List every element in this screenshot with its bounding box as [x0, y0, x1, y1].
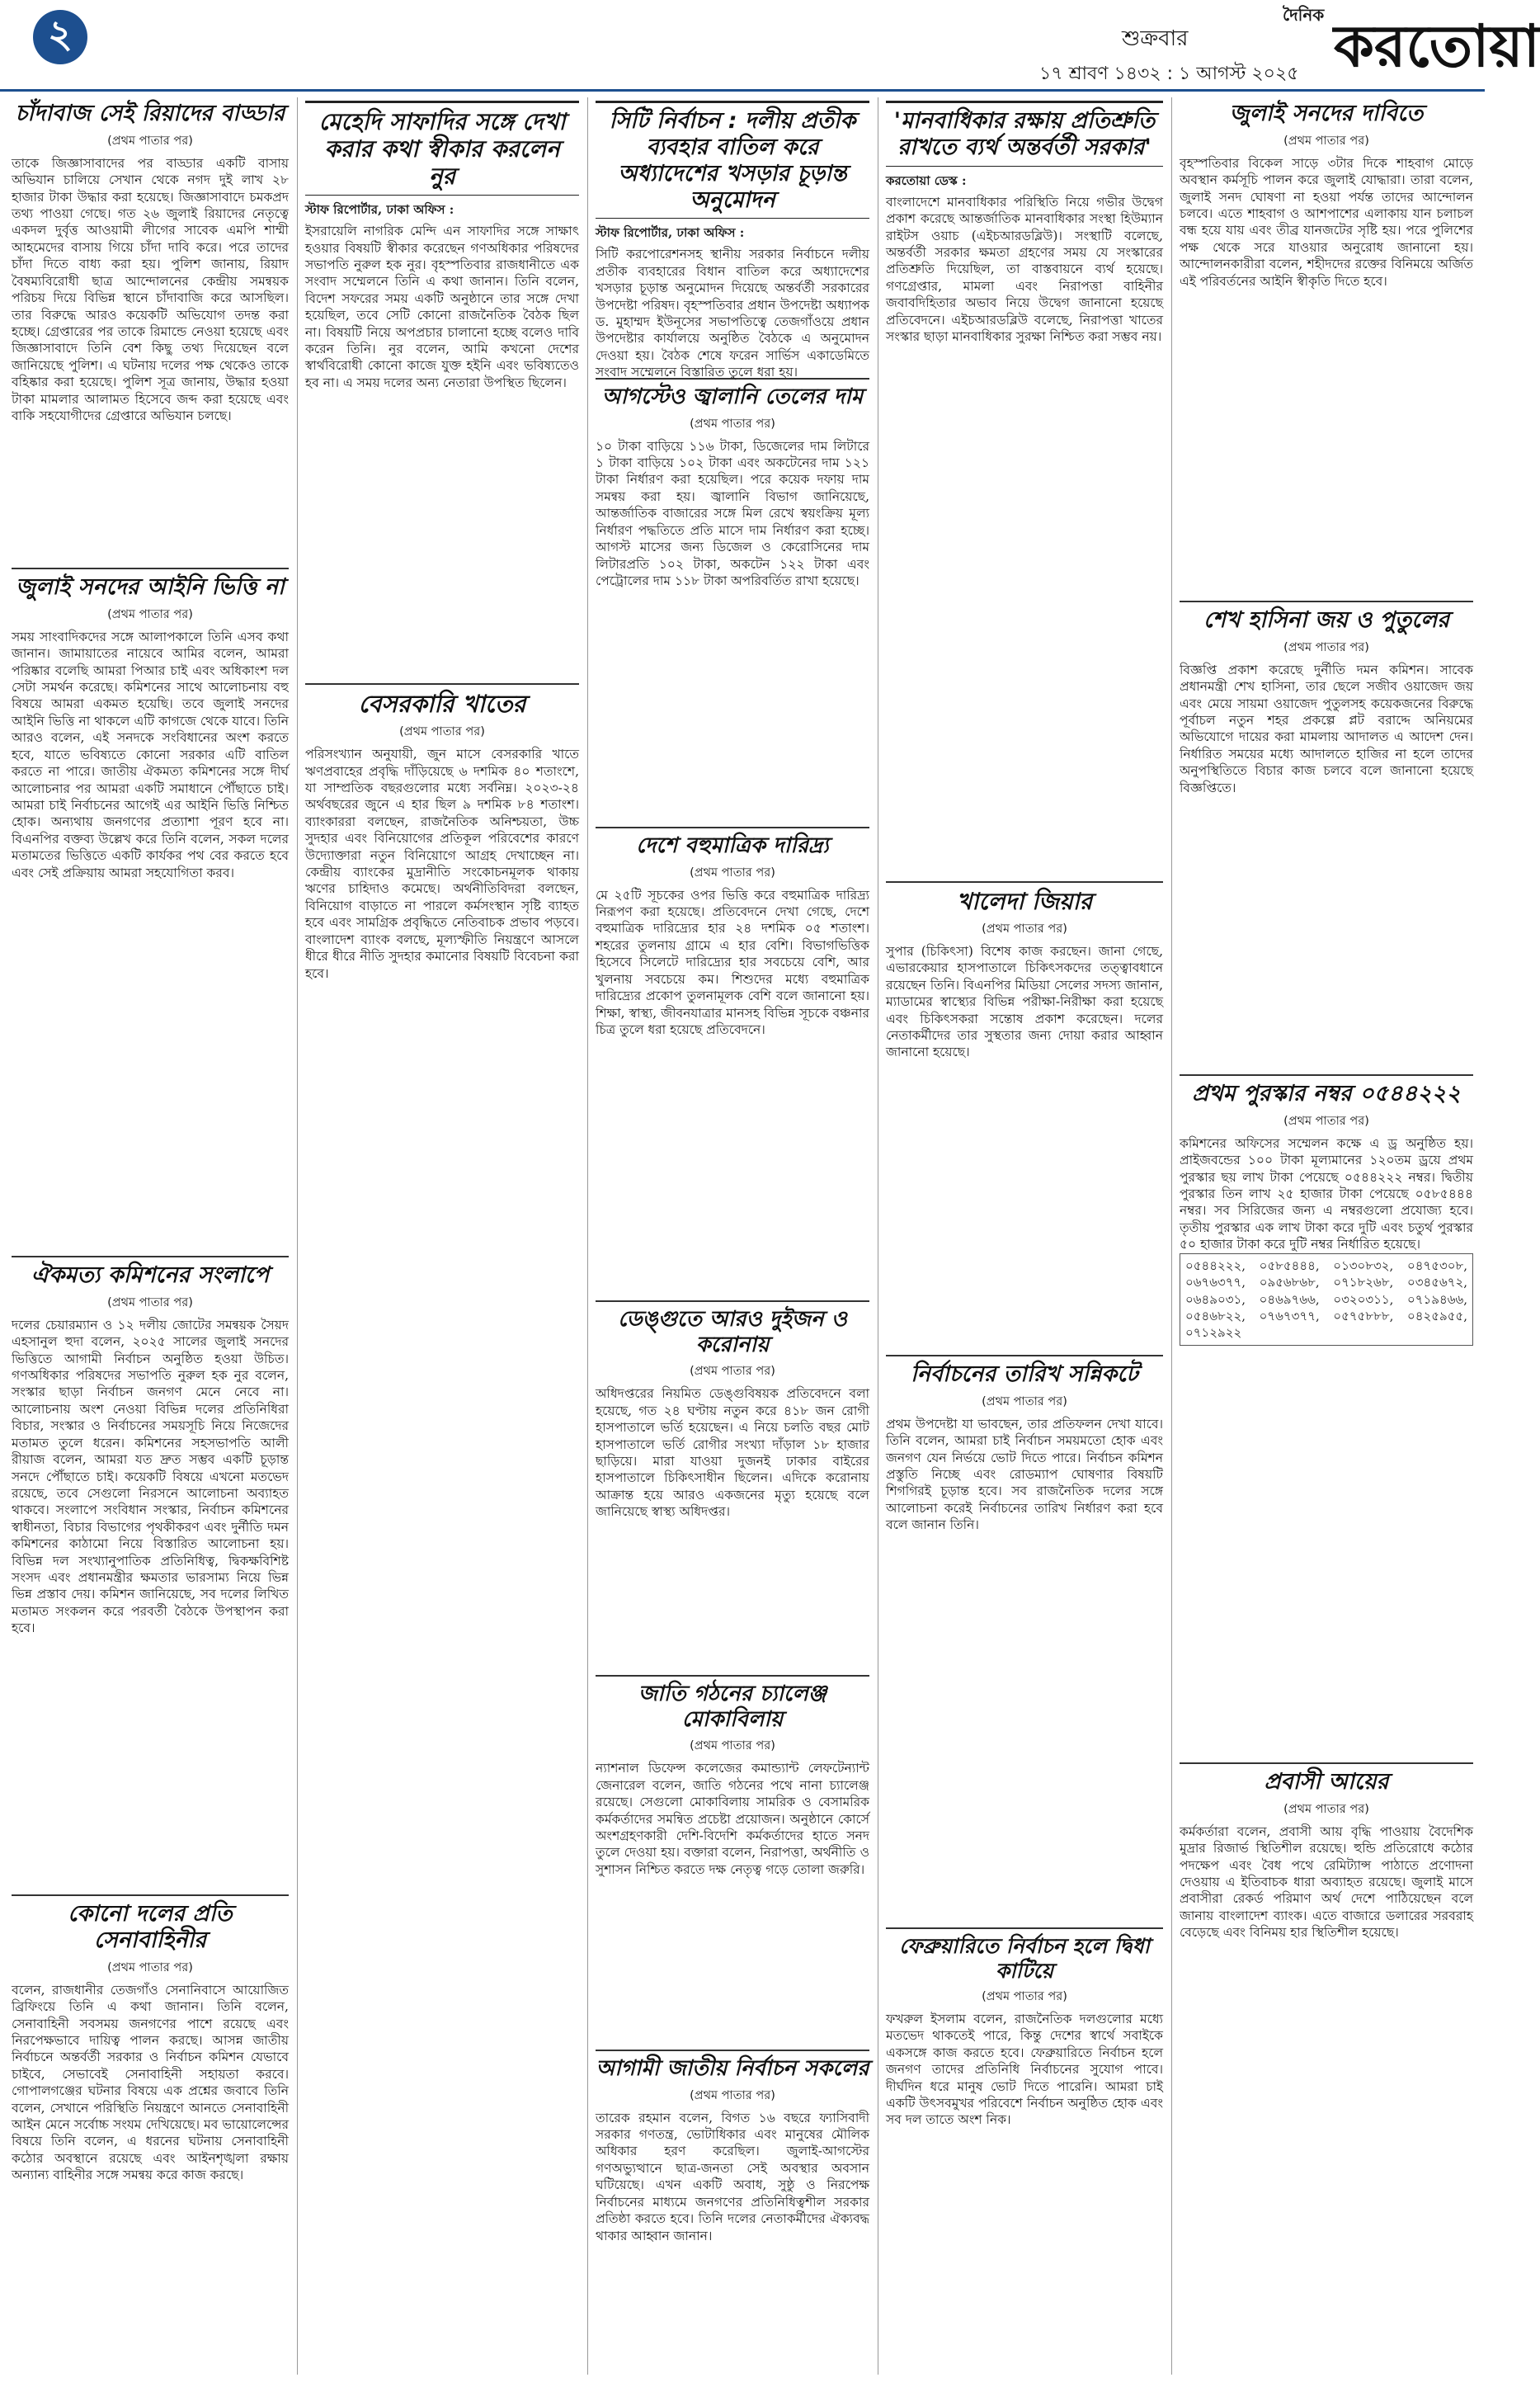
- continued-label: (প্রথম পাতার পর): [982, 1394, 1067, 1408]
- article: [12, 1901, 289, 2363]
- article: [596, 2056, 869, 2386]
- article-body: সুপার (চিকিৎসা) বিশেষ কাজ করছেন। জানা গেছে, এভারকেয়ার হাসপাতালে চিকিৎসকদের তত্ত্বাবধানে রয়েছেন তিনি। বিএনপির মিডিয়া সেলের সদস্য জানান, ম্যাডামের স্বাস্থ্যের বিভিন্ন পরীক্ষা-নিরীক্ষা করা হয়েছে এবং চিকিৎসকরা সন্তোষ প্রকাশ করেছেন। দলের নেতাকর্মীদের তার সুস্থতার জন্য দোয়া করার আহ্বান জানানো হয়েছে।: [886, 944, 1163, 1060]
- article-body: বৃহস্পতিবার বিকেল সাড়ে ৩টার দিকে শাহবাগ মোড়ে অবস্থান কর্মসূচি পালন করে জুলাই যোদ্ধারা। তারা বলেন, জুলাই সনদ ঘোষণা না হওয়া পর্যন্ত তাদের আন্দোলন চলবে। এতে শাহবাগ ও আশপাশের এলাকায় যান চলাচল বন্ধ হয়ে যায় এবং তীব্র যানজটের সৃষ্টি হয়। পরে পুলিশের পক্ষ থেকে সরে যাওয়ার অনুরোধ জানানো হয়। আন্দোলনকারীরা বলেন, শহীদদের রক্তের বিনিময়ে অর্জিত এই পরিবর্তনের আইনি স্বীকৃতি দিতে হবে।: [1180, 155, 1473, 289]
- continued-label: (প্রথম পাতার পর): [1283, 134, 1369, 148]
- headline: প্রথম পুরস্কার নম্বর ০৫৪৪২২২: [1192, 1081, 1461, 1106]
- continued-label: (প্রথম পাতার পর): [399, 725, 485, 739]
- article-body: বিজ্ঞপ্তি প্রকাশ করেছে দুর্নীতি দমন কমিশন। সাবেক প্রধানমন্ত্রী শেখ হাসিনা, তার ছেলে সজীব ওয়াজেদ জয় এবং মেয়ে সায়মা ওয়াজেদ পুতুলসহ কয়েকজনের বিরুদ্ধে পূর্বাচল নতুন শহর প্রকল্পে প্লট বরাদ্দে অনিয়মের অভিযোগে দায়ের করা মামলায় আদালত এ আদেশ দেন। নির্ধারিত সময়ের মধ্যে আদালতে হাজির না হলে তাদের অনুপস্থিতিতে বিচার কাজ চলবে বলে জানানো হয়েছে বিজ্ঞপ্তিতে।: [1180, 662, 1473, 795]
- column-1: [12, 97, 289, 2375]
- column-rule: [297, 97, 298, 2375]
- headline: দেশে বহুমাত্রিক দারিদ্র্য: [636, 833, 829, 858]
- section-divider: [12, 1256, 289, 1257]
- article-body: অধিদপ্তরের নিয়মিত ডেঙ্গুবিষয়ক প্রতিবেদনে বলা হয়েছে, গত ২৪ ঘণ্টায় নতুন করে ৪১৮ জন রোগী হাসপাতালে ভর্তি হয়েছেন। এ নিয়ে চলতি বছর মোট হাসপাতালে ভর্তি রোগীর সংখ্যা দাঁড়াল ১৮ হাজার ছাড়িয়ে। মারা যাওয়া দুজনই ঢাকার বাইরের হাসপাতালে চিকিৎসাধীন ছিলেন। এদিকে করোনায় আক্রান্ত হয়ে আরও একজনের মৃত্যু হয়েছে বলে জানিয়েছে স্বাস্থ্য অধিদপ্তর।: [596, 1386, 869, 1520]
- article: [1180, 1081, 1473, 1757]
- article: [1180, 607, 1473, 1069]
- article-body: কমিশনের অফিসের সম্মেলন কক্ষে এ ড্র অনুষ্ঠিত হয়। প্রাইজবন্ডের ১০০ টাকা মূল্যমানের ১২০তম ড্রয়ে প্রথম পুরস্কার ছয় লাখ টাকা পেয়েছে ০৫৪৪২২২ নম্বর। দ্বিতীয় পুরস্কার তিন লাখ ২৫ হাজার টাকা পেয়েছে ০৫৮৫৪৪৪ নম্বর। সব সিরিজের জন্য এ নম্বরগুলো প্রযোজ্য হবে। তৃতীয় পুরস্কার এক লাখ টাকা করে দুটি এবং চতুর্থ পুরস্কার ৫০ হাজার টাকা করে দুটি নম্বর নির্ধারিত হয়েছে।: [1180, 1135, 1473, 1252]
- continued-label: (প্রথম পাতার পর): [107, 607, 193, 621]
- article-body: সিটি করপোরেশনসহ স্থানীয় সরকার নির্বাচনে দলীয় প্রতীক ব্যবহারের বিধান বাতিল করে অধ্যাদেশের খসড়ার চূড়ান্ত অনুমোদন দিয়েছে অন্তর্বর্তী সরকারের উপদেষ্টা পরিষদ। বৃহস্পতিবার প্রধান উপদেষ্টা অধ্যাপক ড. মুহাম্মদ ইউনূসের সভাপতিত্বে তেজগাঁওয়ে প্রধান উপদেষ্টার কার্যালয়ে অনুষ্ঠিত বৈঠকে এ অনুমোদন দেওয়া হয়। বৈঠক শেষে ফরেন সার্ভিস একাডেমিতে সংবাদ সম্মেলনে বিস্তারিত তুলে ধরা হয়।: [596, 247, 869, 380]
- article-body: মে ২৫টি সূচকের ওপর ভিত্তি করে বহুমাত্রিক দারিদ্র্য নিরূপণ করা হয়েছে। প্রতিবেদনে দেখা গেছে, দেশে বহুমাত্রিক দারিদ্র্যের হার ২৪ দশমিক ০৫ শতাংশ। শহরের তুলনায় গ্রামে এ হার বেশি। বিভাগভিত্তিক হিসেবে সিলেটে দারিদ্র্যের হার সবচেয়ে বেশি, আর খুলনায় সবচেয়ে কম। শিশুদের মধ্যে বহুমাত্রিক দারিদ্র্যের প্রকোপ তুলনামূলক বেশি বলে জানানো হয়। শিক্ষা, স্বাস্থ্য, জীবনযাত্রার মানসহ বিভিন্ন সূচকে বঞ্চনার চিত্র তুলে ধরা হয়েছে প্রতিবেদনে।: [596, 887, 869, 1037]
- headline: খালেদা জিয়ার: [956, 888, 1093, 915]
- article-body: ১০ টাকা বাড়িয়ে ১১৬ টাকা, ডিজেলের দাম লিটারে ১ টাকা বাড়িয়ে ১০২ টাকা এবং অকটেনের দাম ১২১ টাকা নির্ধারণ করা হয়েছিল। পরে কয়েক দফায় দাম সমন্বয় করা হয়। জ্বালানি বিভাগ জানিয়েছে, আন্তর্জাতিক বাজারের সঙ্গে মিল রেখে স্বয়ংক্রিয় মূল্য নির্ধারণ পদ্ধতিতে প্রতি মাসে দাম নির্ধারণ করা হচ্ছে। আগস্ট মাসের জন্য ডিজেল ও কেরোসিনের দাম লিটারপ্রতি ১০২ টাকা, অকটেন ১২২ টাকা এবং পেট্রোলের দাম ১১৮ টাকা অপরিবর্তিত রাখা হয়েছে।: [596, 438, 869, 588]
- headline: ডেঙ্গুতে আরও দুইজন ও করোনায়: [618, 1307, 847, 1357]
- column-3: [596, 97, 869, 2375]
- continued-label: (প্রথম পাতার পর): [982, 1990, 1067, 2003]
- masthead-small: দৈনিক: [1283, 5, 1325, 25]
- page-number: ২: [48, 12, 73, 56]
- article: [12, 101, 289, 563]
- section-divider: [596, 1300, 869, 1302]
- section-divider: [596, 1675, 869, 1677]
- headline: আগামী জাতীয় নির্বাচন সকলের: [596, 2056, 869, 2081]
- article-body: ফখরুল ইসলাম বলেন, রাজনৈতিক দলগুলোর মধ্যে মতভেদ থাকতেই পারে, কিন্তু দেশের স্বার্থে সবাইকে একসঙ্গে কাজ করতে হবে। ফেব্রুয়ারিতে নির্বাচন হলে জনগণ তাদের প্রতিনিধি নির্বাচনের সুযোগ পাবে। দীর্ঘদিন ধরে মানুষ ভোট দিতে পারেনি। আমরা চাই একটি উৎসবমুখর পরিবেশে নির্বাচন অনুষ্ঠিত হোক এবং সব দল তাতে অংশ নিক।: [886, 2012, 1163, 2128]
- continued-label: (প্রথম পাতার পর): [107, 1295, 193, 1309]
- prize-number-list: ০৫৪৪২২২, ০৫৮৫৪৪৪, ০১৩০৮৩২, ০৪৭৫৩০৮, ০৬৭৬৩৭৭, ০৯৫৬৮৬৮, ০৭১৮২৬৮, ০৩৪৫৬৭২, ০৬৪৯০৩১, ০৪৬৯৭৬৬, ০৩২০৩১১, ০৭১৯৪৬৬, ০৫৪৬৮২২, ০৭৬৭৩৭৭, ০৫৭৫৮৮৮, ০৪২৫৯৫৫, ০৭১২৯২২: [1185, 1257, 1467, 1341]
- headline: কোনো দলের প্রতি সেনাবাহিনীর: [68, 1901, 233, 1953]
- article-body: পরিসংখ্যান অনুযায়ী, জুন মাসে বেসরকারি খাতে ঋণপ্রবাহের প্রবৃদ্ধি দাঁড়িয়েছে ৬ দশমিক ৪০ শতাংশে, যা সাম্প্রতিক বছরগুলোর মধ্যে সর্বনিম্ন। ২০২৩-২৪ অর্থবছরের জুনে এ হার ছিল ৯ দশমিক ৮৪ শতাংশ। ব্যাংকাররা বলছেন, রাজনৈতিক অনিশ্চয়তা, উচ্চ সুদহার এবং বিনিয়োগের প্রতিকূল পরিবেশের কারণে উদ্যোক্তারা নতুন বিনিয়োগে আগ্রহ দেখাচ্ছেন না। কেন্দ্রীয় ব্যাংকের মুদ্রানীতি সংকোচনমূলক থাকায় ঋণের চাহিদাও কমেছে। অর্থনীতিবিদরা বলছেন, বিনিয়োগ বাড়াতে না পারলে কর্মসংস্থান সৃষ্টি ব্যাহত হবে এবং সামগ্রিক প্রবৃদ্ধিতে নেতিবাচক প্রভাব পড়বে। বাংলাদেশ ব্যাংক বলছে, মূল্যস্ফীতি নিয়ন্ত্রণে আসলে ধীরে ধীরে নীতি সুদহার কমানোর বিষয়টি বিবেচনা করা হবে।: [305, 747, 579, 981]
- article-body: সময় সাংবাদিকদের সঙ্গে আলাপকালে তিনি এসব কথা জানান। জামায়াতের নায়েবে আমির বলেন, আমরা পরিষ্কার বলেছি আমরা পিআর চাই এবং অধিকাংশ দল সেটা সমর্থন করেছে। কমিশনের সাথে আলোচনায় বহু বিষয়ে আমরা একমত হয়েছি। তবে জুলাই সনদের আইনি ভিত্তি না থাকলে এটি কাগজে থেকে যাবে। তিনি আরও বলেন, এই সনদকে সংবিধানের অংশ করতে হবে, যাতে ভবিষ্যতে কোনো সরকার এটি বাতিল করতে না পারে। জাতীয় ঐকমত্য কমিশনের সঙ্গে দীর্ঘ আলোচনার পর আমরা একটি সমাধানে পৌঁছাতে চাই। আমরা চাই নির্বাচনের আগেই এর আইনি ভিত্তি নিশ্চিত হোক। অন্যথায় জনগণের প্রত্যাশা পূরণ হবে না। বিএনপির বক্তব্য উল্লেখ করে তিনি বলেন, সকল দলের মতামতের ভিত্তিতে একটি কার্যকর পথ বের করতে হবে এবং সেই প্রক্রিয়ায় আমরা সহযোগিতা করব।: [12, 629, 289, 880]
- continued-label: (প্রথম পাতার পর): [1283, 640, 1369, 654]
- prize-numbers-box: [1180, 1253, 1473, 1346]
- article: [596, 833, 869, 1295]
- headline: ফেব্রুয়ারিতে নির্বাচন হলে দ্বিধা কাটিয়ে: [899, 1934, 1150, 1983]
- continued-label: (প্রথম পাতার পর): [1283, 1114, 1369, 1128]
- article: [12, 574, 289, 1251]
- article: [596, 384, 869, 822]
- column-2: [305, 97, 579, 2375]
- headline: সিটি নির্বাচন : দলীয় প্রতীক ব্যবহার বাতিল করে অধ্যাদেশের খসড়ার চূড়ান্ত অনুমোদন: [596, 101, 869, 219]
- column-4: [886, 97, 1163, 2375]
- section-divider: [886, 881, 1163, 883]
- section-divider: [886, 1355, 1163, 1356]
- date-line: ১৭ শ্রাবণ ১৪৩২ : ১ আগস্ট ২০২৫: [1039, 64, 1299, 84]
- byline: করতোয়া ডেস্ক :: [886, 172, 967, 188]
- header-divider: [0, 89, 1485, 92]
- article-body: কর্মকর্তারা বলেন, প্রবাসী আয় বৃদ্ধি পাওয়ায় বৈদেশিক মুদ্রার রিজার্ভ স্থিতিশীল রয়েছে। হুন্ডি প্রতিরোধে কঠোর পদক্ষেপ এবং বৈধ পথে রেমিট্যান্স পাঠাতে প্রণোদনা দেওয়ায় এ ইতিবাচক ধারা অব্যাহত রয়েছে। জুলাই মাসে প্রবাসীরা রেকর্ড পরিমাণ অর্থ দেশে পাঠিয়েছেন বলে জানায় বাংলাদেশ ব্যাংক। এতে বাজারে ডলারের সরবরাহ বেড়েছে এবং বিনিময় হার স্থিতিশীল হয়েছে।: [1180, 1823, 1473, 1941]
- section-divider: [596, 827, 869, 828]
- byline: স্টাফ রিপোর্টার, ঢাকা অফিস :: [596, 225, 745, 241]
- article: [596, 101, 869, 380]
- article: [1180, 1769, 1473, 2380]
- article-body: ন্যাশনাল ডিফেন্স কলেজের কমান্ড্যান্ট লেফটেন্যান্ট জেনারেল বলেন, জাতি গঠনের পথে নানা চ্যালেঞ্জ রয়েছে। সেগুলো মোকাবিলায় সামরিক ও বেসামরিক কর্মকর্তাদের সমন্বিত প্রচেষ্টা প্রয়োজন। অনুষ্ঠানে কোর্সে অংশগ্রহণকারী দেশি-বিদেশি কর্মকর্তাদের হাতে সনদ তুলে দেওয়া হয়। বক্তারা বলেন, নিরাপত্তা, অর্থনীতি ও সুশাসন নিশ্চিত করতে দক্ষ নেতৃত্ব গড়ে তোলা জরুরি।: [596, 1761, 869, 1877]
- article: [305, 690, 579, 2365]
- article: [596, 1682, 869, 2045]
- section-divider: [305, 683, 579, 685]
- headline: জুলাই সনদের আইনি ভিত্তি না: [16, 574, 285, 600]
- headline: বেসরকারি খাতের: [358, 690, 526, 718]
- column-rule: [1171, 97, 1172, 2375]
- masthead-name: করতোয়া: [1334, 12, 1540, 80]
- headline: 'মানবাধিকার রক্ষায় প্রতিশ্রুতি রাখতে ব্যর্থ অন্তর্বর্তী সরকার': [886, 101, 1163, 167]
- article-body: বাংলাদেশে মানবাধিকার পরিস্থিতি নিয়ে গভীর উদ্বেগ প্রকাশ করেছে আন্তর্জাতিক মানবাধিকার সংস্থা হিউম্যান রাইটস ওয়াচ (এইচআরডব্লিউ)। সংস্থাটি বলেছে, অন্তর্বর্তী সরকার ক্ষমতা গ্রহণের সময় যে সংস্কারের প্রতিশ্রুতি দিয়েছিল, তা বাস্তবায়নে ব্যর্থ হয়েছে। গণগ্রেপ্তার, মামলা এবং নিরাপত্তা বাহিনীর জবাবদিহিতার অভাব নিয়ে উদ্বেগ জানানো হয়েছে প্রতিবেদনে। এইচআরডব্লিউ বলেছে, নিরাপত্তা খাতের সংস্কার ছাড়া মানবাধিকার সুরক্ষা নিশ্চিত করা সম্ভব নয়।: [886, 194, 1163, 344]
- headline: ঐকমত্য কমিশনের সংলাপে: [31, 1262, 270, 1288]
- headline: শেখ হাসিনা জয় ও পুতুলের: [1203, 607, 1450, 633]
- continued-label: (প্রথম পাতার পর): [690, 866, 775, 880]
- article: [1180, 101, 1473, 596]
- section-divider: [12, 568, 289, 569]
- headline: জাতি গঠনের চ্যালেঞ্জ মোকাবিলায়: [638, 1682, 827, 1732]
- section-divider: [596, 2050, 869, 2051]
- article: [12, 1262, 289, 1889]
- continued-label: (প্রথম পাতার পর): [690, 2088, 775, 2102]
- article: [886, 1361, 1163, 1922]
- section-divider: [1180, 1762, 1473, 1764]
- article-body: ইসরায়েলি নাগরিক মেন্দি এন সাফাদির সঙ্গে সাক্ষাৎ হওয়ার বিষয়টি স্বীকার করেছেন গণঅধিকার পরিষদের সভাপতি নুরুল হক নুর। বৃহস্পতিবার রাজধানীতে এক সংবাদ সম্মেলনে তিনি এ কথা জানান। তিনি বলেন, বিদেশ সফরের সময় একটি অনুষ্ঠানে তার সঙ্গে দেখা হয়েছিল, তবে সেটি কোনো রাজনৈতিক বৈঠক ছিল না। বিষয়টি নিয়ে অপপ্রচার চালানো হচ্ছে বলেও দাবি করেন তিনি। নুর বলেন, আমি কখনো দেশের স্বার্থবিরোধী কোনো কাজে যুক্ত হইনি এবং ভবিষ্যতেও হব না। এ সময় দলের অন্য নেতারা উপস্থিত ছিলেন।: [305, 224, 579, 390]
- continued-label: (প্রথম পাতার পর): [982, 922, 1067, 936]
- article-body: তারেক রহমান বলেন, বিগত ১৬ বছরে ফ্যাসিবাদী সরকার গণতন্ত্র, ভোটাধিকার এবং মানুষের মৌলিক অধিকার হরণ করেছিল। জুলাই-আগস্টের গণঅভ্যুত্থানে ছাত্র-জনতা সেই অবস্থার অবসান ঘটিয়েছে। এখন একটি অবাধ, সুষ্ঠু ও নিরপেক্ষ নির্বাচনের মাধ্যমে জনগণের প্রতিনিধিত্বশীল সরকার প্রতিষ্ঠা করতে হবে। তিনি দলের নেতাকর্মীদের ঐক্যবদ্ধ থাকার আহ্বান জানান।: [596, 2110, 869, 2243]
- headline: জুলাই সনদের দাবিতে: [1229, 101, 1424, 126]
- headline: আগস্টেও জ্বালানি তেলের দাম: [601, 384, 864, 409]
- section-divider: [1180, 601, 1473, 602]
- section-divider: [12, 1894, 289, 1896]
- article-body: প্রথম উপদেষ্টা যা ভাবছেন, তার প্রতিফলন দেখা যাবে। তিনি বলেন, আমরা চাই নির্বাচন সময়মতো হোক এবং জনগণ যেন নির্ভয়ে ভোট দিতে পারে। নির্বাচন কমিশন প্রস্তুতি নিচ্ছে এবং রোডম্যাপ ঘোষণার বিষয়টি শিগগিরই চূড়ান্ত হবে। সব রাজনৈতিক দলের সঙ্গে আলোচনা করেই নির্বাচনের তারিখ নির্ধারণ করা হবে বলে জানান তিনি।: [886, 1416, 1163, 1533]
- article: [305, 101, 579, 678]
- continued-label: (প্রথম পাতার পর): [690, 417, 775, 431]
- continued-label: (প্রথম পাতার পর): [107, 1960, 193, 1974]
- headline: প্রবাসী আয়ের: [1264, 1769, 1389, 1795]
- column-5: [1180, 97, 1473, 2375]
- article: [886, 101, 1163, 876]
- article: [886, 888, 1163, 1350]
- continued-label: (প্রথম পাতার পর): [1283, 1802, 1369, 1816]
- section-divider: [886, 1927, 1163, 1929]
- continued-label: (প্রথম পাতার পর): [107, 134, 193, 148]
- article: [596, 1307, 869, 1670]
- article-body: বলেন, রাজধানীর তেজগাঁও সেনানিবাসে আয়োজিত ব্রিফিংয়ে তিনি এ কথা জানান। তিনি বলেন, সেনাবাহিনী সবসময় জনগণের পাশে রয়েছে এবং নিরপেক্ষভাবে দায়িত্ব পালন করছে। আসন্ন জাতীয় নির্বাচনে অন্তর্বর্তী সরকার ও নির্বাচন কমিশন যেভাবে চাইবে, সেভাবেই সেনাবাহিনী সহায়তা করবে। গোপালগঞ্জের ঘটনার বিষয়ে এক প্রশ্নের জবাবে তিনি বলেন, সেখানে পরিস্থিতি নিয়ন্ত্রণে আনতে সেনাবাহিনী আইন মেনে সর্বোচ্চ সংযম দেখিয়েছে। মব ভায়োলেন্সের বিষয়ে তিনি বলেন, এ ধরনের ঘটনায় সেনাবাহিনী কঠোর অবস্থানে রয়েছে এবং আইনশৃঙ্খলা রক্ষায় অন্যান্য বাহিনীর সঙ্গে সমন্বয় করে কাজ করছে।: [12, 1982, 289, 2183]
- byline: স্টাফ রিপোর্টার, ঢাকা অফিস :: [305, 202, 454, 218]
- masthead-logo: [1283, 5, 1540, 87]
- continued-label: (প্রথম পাতার পর): [690, 1739, 775, 1753]
- column-rule: [587, 97, 588, 2375]
- continued-label: (প্রথম পাতার পর): [690, 1365, 775, 1379]
- headline: নির্বাচনের তারিখ সন্নিকটে: [911, 1361, 1138, 1387]
- article-body: দলের চেয়ারম্যান ও ১২ দলীয় জোটের সমন্বয়ক সৈয়দ এহসানুল হুদা বলেন, ২০২৫ সালের জুলাই সনদের ভিত্তিতে আগামী নির্বাচন অনুষ্ঠিত হওয়া উচিত। গণঅধিকার পরিষদের সভাপতি নুরুল হক নুর বলেন, সংস্কার ছাড়া নির্বাচন জনগণ মেনে নেবে না। আলোচনায় অংশ নেওয়া বিভিন্ন দলের প্রতিনিধিরা বিচার, সংস্কার ও নির্বাচনের সময়সূচি নিয়ে নিজেদের মতামত তুলে ধরেন। কমিশনের সহসভাপতি আলী রীয়াজ বলেন, আমরা যত দ্রুত সম্ভব একটি চূড়ান্ত সনদে পৌঁছাতে চাই। কয়েকটি বিষয়ে এখনো মতভেদ রয়েছে, তবে সেগুলো নিরসনে আলোচনা অব্যাহত থাকবে। সংলাপে সংবিধান সংস্কার, নির্বাচন কমিশনের স্বাধীনতা, বিচার বিভাগের পৃথকীকরণ এবং দুর্নীতি দমন কমিশনের কাঠামো নিয়ে বিস্তারিত আলোচনা হয়। বিভিন্ন দল সংখ্যানুপাতিক প্রতিনিধিত্ব, দ্বিকক্ষবিশিষ্ট সংসদ এবং প্রধানমন্ত্রীর ক্ষমতার ভারসাম্য নিয়ে ভিন্ন ভিন্ন প্রস্তাব দেয়। কমিশন জানিয়েছে, সব দলের লিখিত মতামত সংকলন করে পরবর্তী বৈঠকে উপস্থাপন করা হবে।: [12, 1317, 289, 1636]
- day-name: শুক্রবার: [1122, 26, 1189, 51]
- headline: মেহেদি সাফাদির সঙ্গে দেখা করার কথা স্বীকার করলেন নুর: [305, 101, 579, 196]
- section-divider: [1180, 1074, 1473, 1076]
- page-number-badge: [33, 10, 87, 64]
- article: [886, 1934, 1163, 2380]
- headline: চাঁদাবাজ সেই রিয়াদের বাড্ডার: [15, 101, 285, 126]
- article-body: তাকে জিজ্ঞাসাবাদের পর বাড্ডার একটি বাসায় অভিযান চালিয়ে সেখান থেকে নগদ দুই লাখ ২৮ হাজার টাকা উদ্ধার করা হয়েছে। জিজ্ঞাসাবাদে চমকপ্রদ তথ্য পাওয়া গেছে। গত ২৬ জুলাই রিয়াদের নেতৃত্বে একদল দুর্বৃত্ত আওয়ামী লীগের সাবেক এমপি শাম্মী আহমেদের বাসায় গিয়ে চাঁদা দাবি করে। পরে তাদের চাঁদা দিতে বাধ্য করা হয়। পুলিশ জানায়, রিয়াদ বৈষম্যবিরোধী ছাত্র আন্দোলনের কেন্দ্রীয় সমন্বয়ক পরিচয় দিয়ে বিভিন্ন স্থানে চাঁদাবাজি করে আসছিল। তার বিরুদ্ধে আরও কয়েকটি অভিযোগ তদন্ত করা হচ্ছে। গ্রেপ্তারের পর তাকে রিমান্ডে নেওয়া হয়েছে এবং জিজ্ঞাসাবাদে তিনি বেশ কিছু তথ্য দিয়েছেন বলে জানিয়েছে পুলিশ। এ ঘটনায় দলের পক্ষ থেকেও তাকে বহিষ্কার করা হয়েছে। পুলিশ সূত্র জানায়, উদ্ধার হওয়া টাকা মামলার আলামত হিসেবে জব্দ করা হয়েছে এবং বাকি সহযোগীদের গ্রেপ্তারে অভিযান চলছে।: [12, 155, 289, 423]
